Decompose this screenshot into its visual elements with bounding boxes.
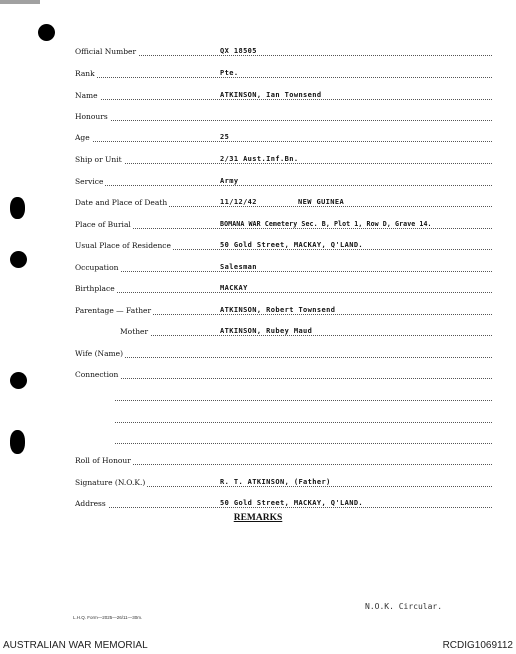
connection-line <box>115 388 492 401</box>
connection-label: Connection <box>75 370 119 379</box>
unit-value: 2/31 Aust.Inf.Bn. <box>220 155 299 163</box>
honours-row <box>75 108 492 121</box>
rank-label: Rank <box>75 69 95 78</box>
mother-label: Mother <box>120 327 149 336</box>
death-place-value: NEW GUINEA <box>298 198 345 206</box>
punch-hole <box>38 24 55 41</box>
punch-hole <box>10 251 27 268</box>
unit-label: Ship or Unit <box>75 155 122 164</box>
father-row <box>75 302 492 315</box>
service-row <box>75 173 492 186</box>
mother-row <box>120 323 492 336</box>
father-label: Parentage — Father <box>75 306 152 315</box>
age-row <box>75 129 492 142</box>
remarks-heading: REMARKS <box>233 513 283 523</box>
footer-source: AUSTRALIAN WAR MEMORIAL <box>3 640 148 651</box>
signature-row <box>75 474 492 487</box>
rank-value: Pte. <box>220 69 239 77</box>
name-label: Name <box>75 91 98 100</box>
wife-row <box>75 345 492 358</box>
scan-mark <box>0 0 40 4</box>
burial-value: BOMANA WAR Cemetery Sec. B, Plot 1, Row D, Grave 14. <box>220 220 432 228</box>
residence-label: Usual Place of Residence <box>75 241 171 250</box>
mother-value: ATKINSON, Rubey Maud <box>220 327 313 335</box>
service-label: Service <box>75 177 104 186</box>
occupation-value: Salesman <box>220 263 257 271</box>
official-number-row <box>75 43 492 56</box>
name-value: ATKINSON, Ian Townsend <box>220 91 322 99</box>
signature-value: R. T. ATKINSON, (Father) <box>220 478 331 486</box>
official-number-value: QX 18505 <box>220 47 257 55</box>
occupation-row <box>75 259 492 272</box>
wife-label: Wife (Name) <box>75 349 124 358</box>
age-value: 25 <box>220 133 230 141</box>
punch-hole <box>10 430 25 454</box>
service-value: Army <box>220 177 239 185</box>
signature-label: Signature (N.O.K.) <box>75 478 146 487</box>
punch-hole <box>10 372 27 389</box>
unit-row <box>75 151 492 164</box>
birthplace-row <box>75 280 492 293</box>
address-value: 50 Gold Street, MACKAY, Q'LAND. <box>220 499 364 507</box>
footer-id: RCDIG1069112 <box>442 640 513 651</box>
official-number-label: Official Number <box>75 47 137 56</box>
print-note: L.H.Q. Form—2025—26/11—30m. <box>73 615 143 620</box>
connection-line <box>115 431 492 444</box>
connection-line <box>115 410 492 423</box>
address-row <box>75 495 492 508</box>
birthplace-value: MACKAY <box>220 284 248 292</box>
rank-row <box>75 65 492 78</box>
roll-of-honour-label: Roll of Honour <box>75 456 131 465</box>
name-row <box>75 87 492 100</box>
age-label: Age <box>75 133 90 142</box>
birthplace-label: Birthplace <box>75 284 115 293</box>
death-date-value: 11/12/42 <box>220 198 257 206</box>
burial-label: Place of Burial <box>75 220 131 229</box>
death-row <box>75 194 492 207</box>
address-label: Address <box>75 499 106 508</box>
honours-label: Honours <box>75 112 108 121</box>
residence-value: 50 Gold Street, MACKAY, Q'LAND. <box>220 241 364 249</box>
father-value: ATKINSON, Robert Townsend <box>220 306 336 314</box>
burial-row <box>75 216 492 229</box>
occupation-label: Occupation <box>75 263 119 272</box>
residence-row <box>75 237 492 250</box>
death-label: Date and Place of Death <box>75 198 168 207</box>
connection-row <box>75 366 492 379</box>
roll-of-honour-row <box>75 452 492 465</box>
punch-hole <box>10 197 25 219</box>
archive-footer <box>0 632 516 654</box>
nok-circular-note: N.O.K. Circular. <box>365 602 443 611</box>
